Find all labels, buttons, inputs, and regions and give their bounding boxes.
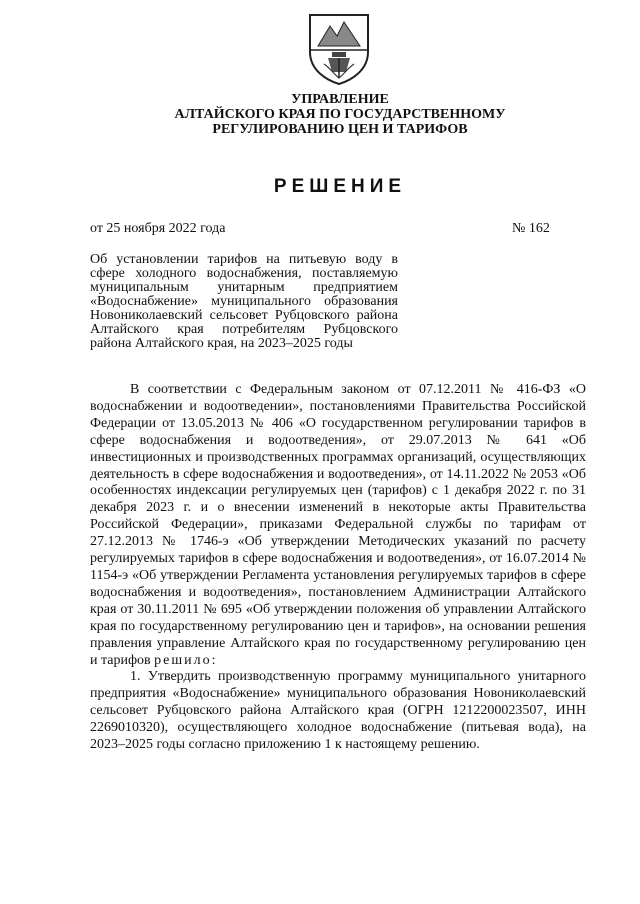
agency-line-2: АЛТАЙСКОГО КРАЯ ПО ГОСУДАРСТВЕННОМУ — [174, 107, 506, 122]
resolved-word: решило: — [154, 652, 218, 668]
item-1-paragraph: 1. Утвердить производственную программу муниципального унитарного предприятия «Водоснабжение» муниципального образования Новониколаевский сельсовет Рубцовского района Алтайского края (ОГРН 1212200023507, ИНН 2269010320), осуществляющего холодное водоснабжение (питьевая вода), на 2023–2025 годы согласно приложению 1 к настоящему решению. — [90, 669, 586, 753]
document-date: от 25 ноября 2022 года — [90, 221, 226, 236]
preamble-text: В соответствии с Федеральным законом от 07.12.2011 № 416-ФЗ «О водоснабжении и водоотведении», постановлениями Правительства Российской Федерации от 13.05.2013 № 406 «О государственном регулировании тарифов в сфере водоснабжения и водоотведения», от 29.07.2013 № 641 «Об инвестиционных и производственных программах организаций, осуществляющих деятельность в сфере водоснабжения и водоотведения», от 14.11.2022 № 2053 «Об особенностях индексации регулируемых цен (тарифов) с 1 декабря 2022 г. по 31 декабря 2023 г. и о внесении изменений в некоторые акты Правительства Российской Федерации», приказами Федеральной службы по тарифам от 27.12.2013 № 1746-э «Об утверждении Методических указаний по расчету регулируемых тарифов в сфере водоснабжения и водоотведения», от 16.07.2014 № 1154-э «Об утверждении Регламента установления регулируемых тарифов в сфере водоснабжения и водоотведения», постановлением Администрации Алтайского края от 30.11.2011 № 695 «Об утверждении положения об управлении Алтайского края по государственному регулированию цен и тарифов», на основании решения правления управление Алтайского края по государственному регулированию цен и тарифов — [90, 382, 586, 668]
preamble-paragraph — [90, 382, 586, 669]
agency-name — [120, 92, 560, 137]
document-body — [90, 382, 586, 754]
coat-of-arms-icon — [306, 12, 372, 86]
document-number: № 162 — [512, 221, 550, 236]
agency-line-3: РЕГУЛИРОВАНИЮ ЦЕН И ТАРИФОВ — [212, 122, 468, 137]
document-subject: Об установлении тарифов на питьевую воду в сфере холодного водоснабжения, поставляемую муниципальным унитарным предприятием «Водоснабжение» муниципального образования Новониколаевский сельсовет Рубцовского района Алтайского края потребителям Рубцовского района Алтайского края, на 2023–2025 годы — [90, 252, 398, 351]
document-type-title: РЕШЕНИЕ — [273, 176, 407, 197]
agency-line-1: УПРАВЛЕНИЕ — [291, 92, 389, 107]
